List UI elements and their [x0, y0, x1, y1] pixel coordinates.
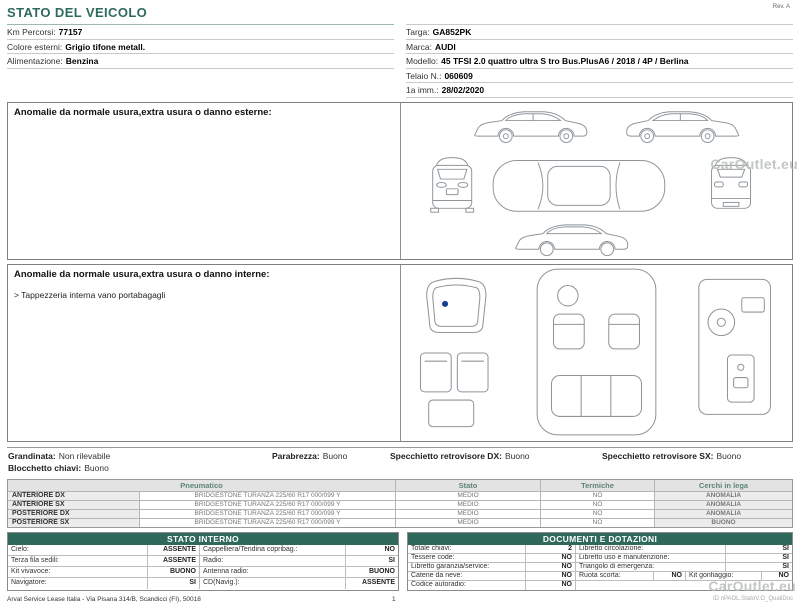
condition-item-specchietto-dx: [390, 451, 602, 461]
stato-interno-row: [8, 567, 398, 578]
car-rear-view: [712, 157, 751, 208]
header-spacer: [406, 5, 793, 25]
field-label: Catene da neve:: [408, 572, 526, 580]
field-value: BUONO: [148, 567, 200, 577]
info-value: AUDI: [434, 41, 456, 52]
exterior-anomalies-panel: [7, 102, 793, 260]
field-label: Triangolo di emergenza:: [576, 563, 726, 571]
vehicle-info-right: [406, 5, 793, 98]
car-side-view-bottom: [516, 224, 628, 255]
exterior-anomalies-label: Anomalie da normale usura,extra usura o danno esterne:: [14, 106, 272, 118]
field-label: Kit gonfiaggio:: [686, 572, 762, 580]
info-label: Km Percorsi:: [7, 27, 56, 37]
page-footer: [7, 596, 793, 603]
field-value: 2: [526, 545, 576, 553]
field-value: SI: [782, 562, 789, 570]
tyre-termiche: NO: [541, 510, 655, 518]
field-value: [726, 581, 792, 590]
tyre-spec: BRIDGESTONE TURANZA 225/60 R17 000/099 Y: [140, 501, 396, 509]
tyre-cerchi: BUONO: [655, 519, 792, 527]
info-row-modello: [406, 54, 793, 69]
vehicle-info-left: [7, 5, 394, 98]
field-label: Radio:: [200, 556, 346, 566]
condition-value: Buono: [322, 450, 348, 461]
condition-item-parabrezza: [272, 451, 390, 461]
footer-document-id: ID nPAOL.StatoV.O_QualiDoc: [712, 596, 793, 602]
field-value: NO: [654, 572, 686, 580]
field-label: Tessere code:: [408, 554, 526, 562]
tyre-spec: BRIDGESTONE TURANZA 225/60 R17 000/099 Y: [140, 510, 396, 518]
tyre-position: ANTERIORE SX: [8, 501, 140, 509]
field-value: NO: [526, 581, 576, 590]
stato-interno-row: [8, 545, 398, 556]
column-header-cerchi: Cerchi in lega: [655, 480, 792, 491]
tyre-table: [7, 479, 793, 528]
info-row-alimentazione: [7, 54, 394, 69]
field-label: Ruota scorta:: [576, 572, 654, 580]
field-value: BUONO: [368, 567, 395, 575]
info-row-targa: [406, 25, 793, 40]
field-value: NO: [526, 563, 576, 571]
condition-item-grandinata: [8, 451, 272, 461]
field-label: Libretto garanzia/service:: [408, 563, 526, 571]
documenti-dotazioni-title: DOCUMENTI E DOTAZIONI: [408, 533, 792, 545]
tyre-position: POSTERIORE SX: [8, 519, 140, 527]
field-label: Antenna radio:: [200, 567, 346, 577]
field-value: NO: [384, 545, 395, 553]
condition-value: Buono: [716, 450, 742, 461]
tyre-stato: MEDIO: [396, 501, 541, 509]
documenti-row: [408, 563, 792, 572]
field-value: NO: [526, 572, 576, 580]
info-label: Alimentazione:: [7, 56, 63, 66]
stato-interno-table: [7, 532, 399, 591]
condition-label: Grandinata:: [8, 450, 56, 461]
stato-interno-row: [8, 556, 398, 567]
cabin-top-view: [537, 269, 656, 435]
info-value: 060609: [444, 70, 473, 81]
interior-anomalies-title: Anomalie da normale usura,extra usura o danno interne:: [14, 268, 270, 280]
stato-interno-row: [8, 578, 398, 589]
info-label: Colore esterni:: [7, 41, 63, 52]
bottom-tables: [7, 532, 793, 591]
info-label: Telaio N.:: [406, 70, 442, 81]
exterior-diagram-area: [400, 103, 792, 259]
condition-row-1: [8, 451, 792, 461]
condition-value: Buono: [84, 462, 109, 473]
floor-mats-view: [421, 353, 489, 427]
field-label: [576, 581, 726, 590]
tyre-spec: BRIDGESTONE TURANZA 225/60 R17 000/099 Y: [140, 492, 396, 500]
column-header-pneumatico: Pneumatico: [8, 480, 396, 491]
tyre-cerchi: ANOMALIA: [655, 501, 792, 509]
car-top-view: [493, 160, 665, 211]
info-row-telaio: [406, 69, 793, 84]
condition-item-blocchetto: [8, 463, 792, 473]
column-header-termiche: Termiche: [541, 480, 655, 491]
anomaly-marker-dot: [442, 300, 448, 306]
field-label: Cielo:: [8, 545, 148, 555]
tyre-position: ANTERIORE DX: [8, 492, 140, 500]
tyre-stato: MEDIO: [396, 510, 541, 518]
info-row-prima-imm: [406, 83, 793, 98]
watermark: CarOutlet.eu: [710, 156, 798, 172]
condition-label: Blocchetto chiavi:: [8, 462, 82, 473]
tyre-cerchi: ANOMALIA: [655, 492, 792, 500]
info-label: Modello:: [406, 56, 439, 66]
tyre-termiche: NO: [541, 519, 655, 527]
condition-item-specchietto-sx: [602, 451, 792, 461]
documenti-row: [408, 572, 792, 581]
page-title: STATO DEL VEICOLO: [7, 5, 394, 25]
info-label: 1a imm.:: [406, 85, 439, 95]
field-label: Terza fila sedili:: [8, 556, 148, 566]
trunk-view: [427, 278, 486, 332]
condition-summary: [7, 447, 793, 475]
info-row-km: [7, 25, 394, 40]
field-value: NO: [526, 554, 576, 562]
info-label: Marca:: [406, 41, 432, 52]
field-value: SI: [148, 578, 200, 589]
interior-diagram-area: [400, 265, 792, 441]
field-label: Libretto uso e manutenzione:: [576, 554, 726, 562]
info-value: Grigio tifone metall.: [65, 41, 146, 52]
footer-company-address: Arval Service Lease Italia - Via Pisana 314/B, Scandicci (FI), 50018: [7, 595, 201, 603]
documenti-row: [408, 554, 792, 563]
info-row-marca: [406, 40, 793, 55]
interior-anomalies-label: [8, 265, 400, 441]
field-label: Totale chiavi:: [408, 545, 526, 553]
field-label: Kit vivavoce:: [8, 567, 148, 577]
info-value: 45 TFSI 2.0 quattro ultra S tro Bus.PlusA6 / 2018 / 4P / Berlina: [441, 56, 689, 66]
car-front-view: [431, 157, 474, 212]
tyre-stato: MEDIO: [396, 519, 541, 527]
tyre-termiche: NO: [541, 492, 655, 500]
tyre-table-header: [8, 480, 792, 492]
tyre-row-posteriore-dx: [8, 510, 792, 519]
tyre-row-anteriore-dx: [8, 492, 792, 501]
field-value: ASSENTE: [148, 545, 200, 555]
stato-interno-title: STATO INTERNO: [8, 533, 398, 545]
watermark: CarOutlet.eu: [708, 578, 796, 594]
tyre-termiche: NO: [541, 501, 655, 509]
documenti-row: [408, 545, 792, 554]
tyre-spec: BRIDGESTONE TURANZA 225/60 R17 000/099 Y: [140, 519, 396, 527]
tyre-cerchi: ANOMALIA: [655, 510, 792, 518]
column-header-stato: Stato: [396, 480, 541, 491]
field-label: CD(Navig.):: [200, 578, 346, 589]
field-value: SI: [388, 556, 395, 564]
tyre-row-anteriore-sx: [8, 501, 792, 510]
car-exterior-diagram: [401, 103, 792, 259]
info-value: Benzina: [65, 56, 99, 66]
page-number: 1: [392, 595, 396, 603]
field-value: SI: [782, 553, 789, 561]
tyre-position: POSTERIORE DX: [8, 510, 140, 518]
condition-label: Parabrezza:: [272, 450, 320, 461]
tyre-row-posteriore-sx: [8, 519, 792, 527]
revision-label: Rev. A: [772, 4, 790, 10]
documenti-dotazioni-table: [407, 532, 793, 591]
car-side-view-left: [475, 111, 587, 142]
car-interior-diagram: [401, 265, 792, 441]
info-row-colore: [7, 40, 394, 55]
info-value: 28/02/2020: [441, 85, 485, 95]
condition-label: Specchietto retrovisore DX:: [390, 450, 502, 461]
vehicle-info-header: [7, 5, 793, 98]
field-label: Libretto circolazione:: [576, 545, 726, 553]
tyre-stato: MEDIO: [396, 492, 541, 500]
car-side-view-right: [627, 111, 739, 142]
documenti-row: [408, 581, 792, 590]
info-label: Targa:: [406, 27, 430, 37]
field-value: SI: [782, 544, 789, 552]
condition-value: Non rilevabile: [58, 450, 111, 461]
field-value: ASSENTE: [148, 556, 200, 566]
info-value: GA852PK: [432, 27, 472, 37]
condition-label: Specchietto retrovisore SX:: [602, 450, 714, 461]
field-value: NO: [778, 571, 789, 579]
dashboard-view: [699, 279, 771, 414]
field-label: Codice autoradio:: [408, 581, 526, 590]
interior-anomalies-panel: [7, 264, 793, 442]
interior-anomaly-note: > Tappezzeria interna vano portabagagli: [14, 289, 166, 300]
field-value: ASSENTE: [361, 578, 395, 586]
info-value: 77157: [58, 27, 83, 37]
condition-value: Buono: [504, 450, 530, 461]
field-label: Navigatore:: [8, 578, 148, 589]
field-label: Cappelliera/Tendina copribag.:: [200, 545, 346, 555]
